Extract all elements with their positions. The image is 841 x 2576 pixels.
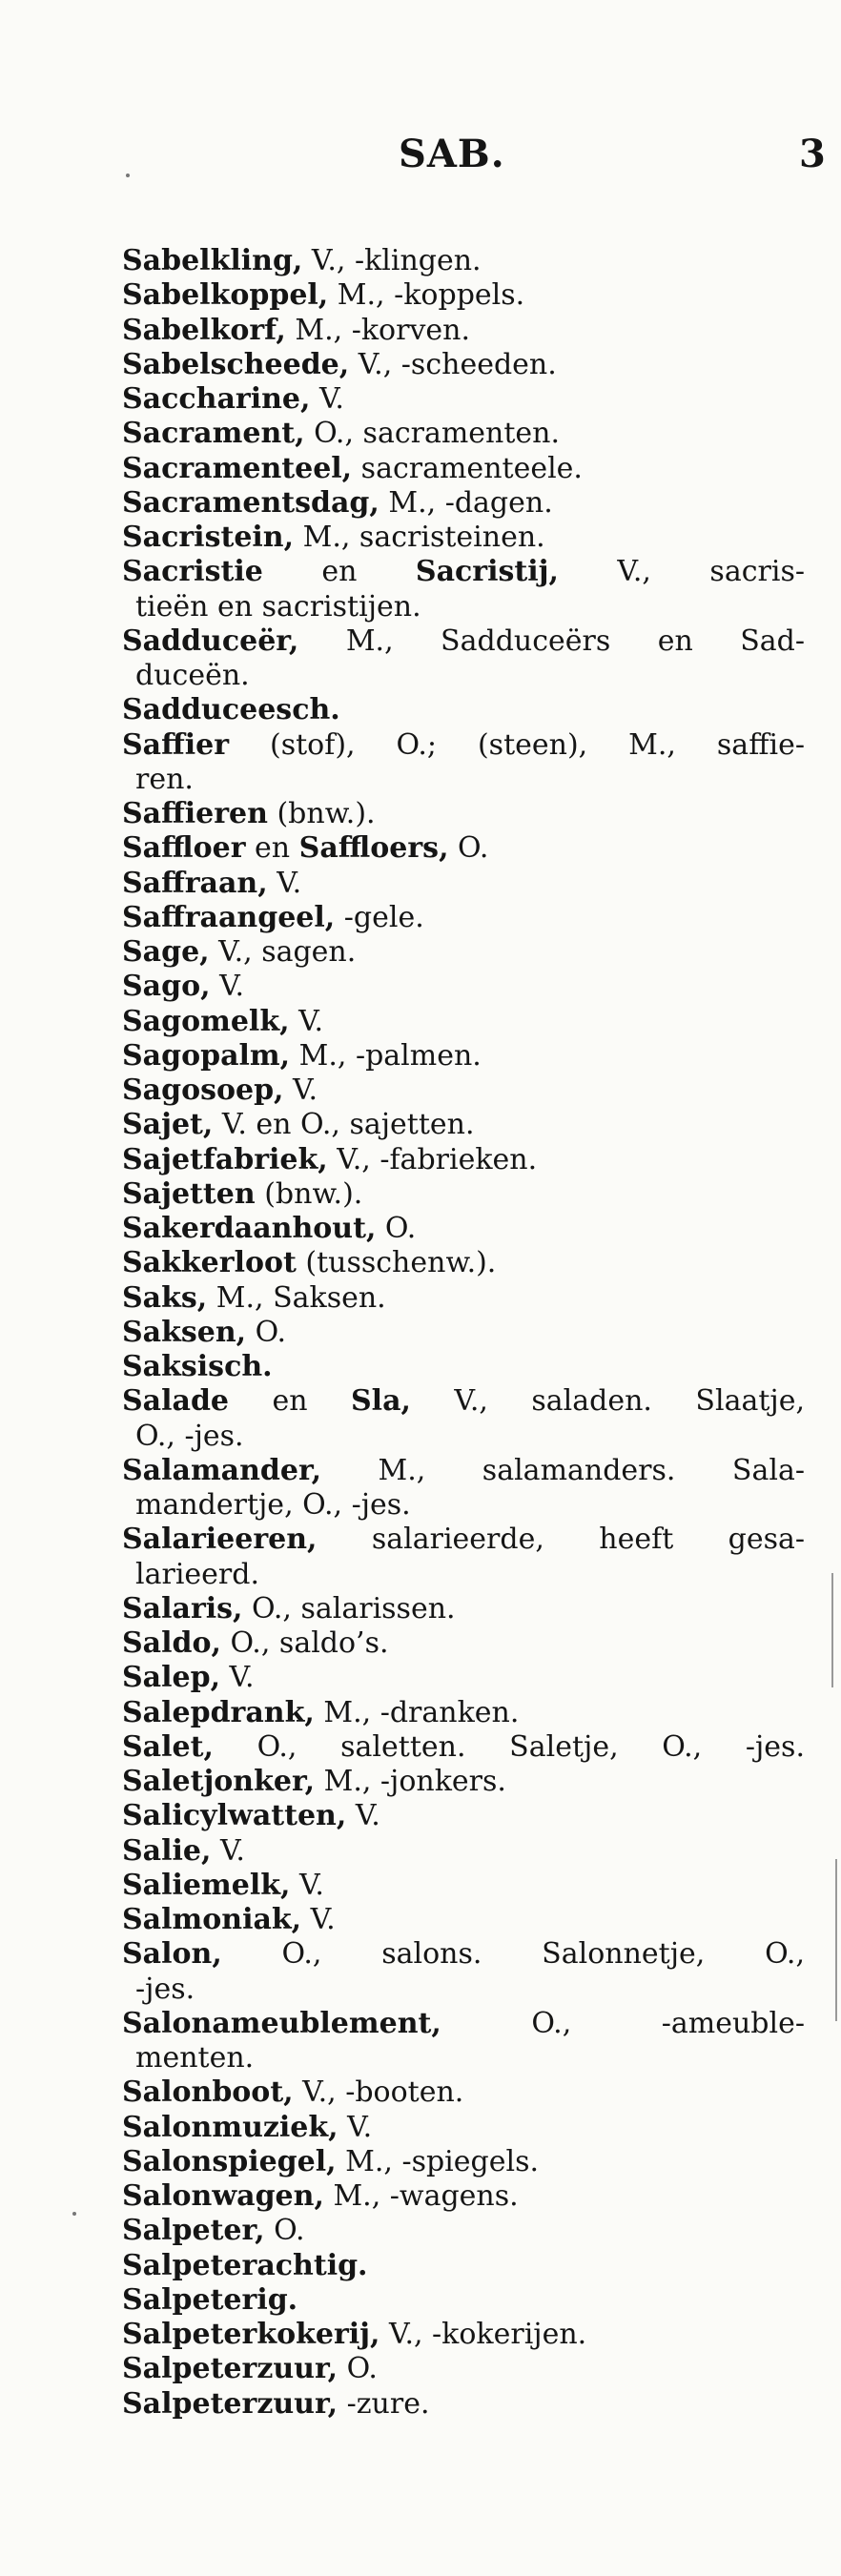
- headword: Sabelscheede,: [122, 347, 350, 381]
- headword: Sacramenteel,: [122, 451, 353, 485]
- headword: Salade: [122, 1384, 230, 1419]
- entry-text: O.: [246, 1315, 287, 1349]
- headword: Salpeterig.: [122, 2282, 298, 2317]
- dictionary-entry-line: [122, 1143, 805, 1177]
- dictionary-entry-line: [122, 970, 805, 1004]
- headword: Salonmuziek,: [122, 2110, 338, 2144]
- entry-text: M., -koppels.: [328, 278, 525, 313]
- headword: Sagosoep,: [122, 1073, 284, 1107]
- entry-text: V.: [338, 2110, 373, 2144]
- dictionary-entry-line: [122, 1073, 805, 1108]
- print-speck: [126, 174, 130, 177]
- entry-continuation-line: [122, 1973, 805, 2007]
- headword: Salon,: [122, 1937, 222, 1972]
- entry-text: V.: [220, 1661, 255, 1695]
- headword: Sacrament,: [122, 417, 305, 451]
- dictionary-entry-line: [122, 693, 805, 727]
- entry-text: M., -dranken.: [314, 1695, 520, 1729]
- dictionary-entry-line: [122, 867, 805, 901]
- entry-continuation-line: [122, 659, 805, 693]
- page-edge-mark: [835, 1859, 837, 2021]
- dictionary-entry-line: [122, 1869, 805, 1903]
- entry-text: O., saldo’s.: [220, 1626, 389, 1660]
- headword: Saffier: [122, 727, 230, 762]
- entry-text: (tusschenw.).: [296, 1246, 497, 1280]
- dictionary-entry-line: [122, 2111, 805, 2145]
- dictionary-entry-line: [122, 901, 805, 935]
- entry-text: M., salamanders. Sala-: [321, 1453, 805, 1487]
- page-header: [0, 132, 841, 189]
- headword: Sagomelk,: [122, 1004, 290, 1038]
- headword: Salarieeren,: [122, 1523, 318, 1557]
- dictionary-entry-line: [122, 1350, 805, 1384]
- dictionary-entry-line: [122, 1454, 805, 1488]
- entry-text: V.: [283, 1073, 318, 1107]
- dictionary-entry-line: [122, 1212, 805, 1246]
- headword: Sabelkling,: [122, 244, 303, 277]
- dictionary-entry-line: [122, 1108, 805, 1142]
- entry-text: -gele.: [335, 900, 424, 934]
- dictionary-entry-line: [122, 1799, 805, 1833]
- entry-text: duceën.: [135, 659, 250, 692]
- entry-text: V., -scheeden.: [349, 347, 557, 381]
- headword: Salpeter,: [122, 2214, 265, 2248]
- entry-text: mandertje, O., -jes.: [135, 1488, 411, 1522]
- entry-text: larieerd.: [135, 1557, 260, 1591]
- dictionary-entry-line: [122, 1626, 805, 1661]
- headword: Sla,: [351, 1384, 411, 1419]
- headword: Sabelkorf,: [122, 313, 286, 347]
- headword: Salie,: [122, 1833, 212, 1868]
- headword: Salicylwatten,: [122, 1799, 347, 1833]
- headword: Saliemelk,: [122, 1868, 291, 1902]
- headword: Salonspiegel,: [122, 2144, 337, 2178]
- dictionary-entry-line: [122, 1730, 805, 1765]
- headword: Sagopalm,: [122, 1038, 291, 1073]
- headword: Salonameublement,: [122, 2006, 441, 2040]
- entry-text: O., salarissen.: [242, 1591, 456, 1625]
- dictionary-entry-line: [122, 521, 805, 555]
- entry-text: en: [245, 831, 299, 866]
- entry-text: salarieerde, heeft gesa-: [317, 1523, 805, 1557]
- entry-text: (stof), O.; (steen), M., saffie-: [229, 727, 805, 762]
- headword: Salpeterzuur,: [122, 2386, 338, 2421]
- dictionary-entry-line: [122, 1246, 805, 1280]
- entry-continuation-line: [122, 1558, 805, 1592]
- entry-text: M., -wagens.: [323, 2179, 519, 2213]
- dictionary-entry-line: [122, 2387, 805, 2422]
- dictionary-entry-line: [122, 1903, 805, 1937]
- dictionary-entries: [122, 244, 805, 2422]
- headword: Sajet,: [122, 1108, 214, 1142]
- dictionary-entry-line: [122, 1661, 805, 1695]
- dictionary-entry-line: [122, 1592, 805, 1626]
- dictionary-entry-line: [122, 417, 805, 451]
- headword: Sacramentsdag,: [122, 485, 379, 520]
- entry-text: V., -kokerijen.: [379, 2318, 587, 2351]
- page-number: 3: [799, 132, 826, 176]
- headword: Sacristij,: [415, 555, 559, 589]
- entry-text: V., sacris-: [558, 555, 805, 589]
- entry-text: M., -jonkers.: [315, 1765, 506, 1798]
- headword: Sakkerloot: [122, 1246, 297, 1280]
- dictionary-entry-line: [122, 1039, 805, 1073]
- entry-text: O., -ameuble-: [441, 2006, 805, 2040]
- entry-text: V.: [210, 970, 245, 1004]
- entry-text: M., -korven.: [285, 313, 470, 347]
- dictionary-entry-line: [122, 1384, 805, 1419]
- headword: Saffieren: [122, 797, 268, 830]
- headword: Sabelkoppel,: [122, 278, 329, 313]
- entry-text: M., -spiegels.: [336, 2144, 540, 2178]
- entry-text: O., salons. Salonnetje, O.,: [221, 1937, 805, 1972]
- dictionary-entry-line: [122, 1765, 805, 1799]
- print-speck: [72, 2212, 76, 2216]
- headword: Sage,: [122, 935, 210, 969]
- headword: Salmoniak,: [122, 1903, 302, 1936]
- dictionary-entry-line: [122, 935, 805, 970]
- entry-text: V. en O., sajetten.: [213, 1108, 475, 1142]
- dictionary-entry-line: [122, 1523, 805, 1557]
- entry-text: V., sagen.: [209, 935, 357, 969]
- dictionary-entry-line: [122, 2179, 805, 2214]
- headword: Salaris,: [122, 1591, 243, 1625]
- entry-text: V., saladen. Slaatje,: [410, 1384, 805, 1419]
- headword: Sakerdaanhout,: [122, 1212, 377, 1245]
- entry-text: O.: [264, 2214, 305, 2248]
- dictionary-entry-line: [122, 2007, 805, 2041]
- headword: Saksen,: [122, 1315, 247, 1349]
- entry-text: V.: [267, 866, 302, 900]
- entry-continuation-line: [122, 1488, 805, 1523]
- entry-text: (bnw.).: [267, 797, 376, 830]
- dictionary-entry-line: [122, 348, 805, 382]
- dictionary-entry-line: [122, 2214, 805, 2248]
- headword: Salamander,: [122, 1453, 322, 1487]
- entry-text: M., Saksen.: [207, 1280, 386, 1315]
- entry-text: -jes.: [135, 1972, 195, 2006]
- entry-text: O.: [338, 2352, 378, 2386]
- dictionary-entry-line: [122, 486, 805, 521]
- entry-text: menten.: [135, 2041, 255, 2075]
- headword: Salpeterachtig.: [122, 2248, 368, 2282]
- dictionary-entry-line: [122, 1316, 805, 1350]
- headword: Saldo,: [122, 1626, 221, 1660]
- dictionary-entry-line: [122, 452, 805, 486]
- headword: Sadduceër,: [122, 624, 299, 658]
- dictionary-entry-line: [122, 2318, 805, 2352]
- entry-text: sacramenteele.: [352, 451, 583, 485]
- headword: Saffraan,: [122, 866, 268, 900]
- entry-text: V., -fabrieken.: [327, 1142, 538, 1176]
- headword: Sajetten: [122, 1176, 256, 1211]
- headword: Saffloers,: [298, 831, 449, 866]
- headword: Sajetfabriek,: [122, 1142, 328, 1176]
- entry-text: ren.: [135, 762, 194, 796]
- entry-text: O., saletten. Saletje, O., -jes.: [213, 1729, 805, 1764]
- entry-text: V.: [290, 1868, 324, 1902]
- headword: Salet,: [122, 1729, 214, 1764]
- entry-text: (bnw.).: [255, 1176, 363, 1211]
- dictionary-entry-line: [122, 1005, 805, 1039]
- entry-text: M., sacristeinen.: [294, 521, 545, 554]
- dictionary-entry-line: [122, 2283, 805, 2318]
- entry-text: V., -klingen.: [302, 244, 482, 277]
- dictionary-entry-line: [122, 1834, 805, 1869]
- entry-text: V.: [289, 1004, 324, 1038]
- headword: Sadduceesch.: [122, 693, 340, 727]
- dictionary-entry-line: [122, 2249, 805, 2283]
- headword: Sago,: [122, 970, 211, 1004]
- headword: Saffloer: [122, 831, 246, 866]
- dictionary-entry-line: [122, 1281, 805, 1316]
- dictionary-entry-line: [122, 555, 805, 589]
- dictionary-entry-line: [122, 1696, 805, 1730]
- headword: Saksisch.: [122, 1350, 273, 1383]
- dictionary-entry-line: [122, 2352, 805, 2386]
- dictionary-entry-line: [122, 1937, 805, 1972]
- dictionary-entry-line: [122, 2145, 805, 2179]
- entry-continuation-line: [122, 1420, 805, 1454]
- headword: Saletjonker,: [122, 1765, 316, 1798]
- entry-text: M., -palmen.: [290, 1038, 482, 1073]
- page-title: SAB.: [399, 132, 505, 176]
- headword: Salonwagen,: [122, 2179, 324, 2213]
- entry-continuation-line: [122, 2041, 805, 2075]
- headword: Saks,: [122, 1280, 208, 1315]
- entry-text: M., -dagen.: [379, 485, 553, 520]
- page-edge-mark: [831, 1573, 833, 1687]
- headword: Saccharine,: [122, 382, 311, 416]
- dictionary-entry-line: [122, 624, 805, 659]
- dictionary-entry-line: [122, 831, 805, 866]
- entry-text: O., sacramenten.: [304, 417, 561, 451]
- entry-text: M., Sadduceërs en Sad-: [298, 624, 805, 658]
- dictionary-entry-line: [122, 2075, 805, 2110]
- entry-text: en: [262, 555, 416, 589]
- headword: Salonboot,: [122, 2075, 294, 2110]
- entry-text: V., -booten.: [293, 2075, 464, 2110]
- dictionary-entry-line: [122, 314, 805, 348]
- headword: Salpeterkokerij,: [122, 2318, 380, 2351]
- entry-text: O., -jes.: [135, 1419, 244, 1453]
- dictionary-entry-line: [122, 382, 805, 417]
- entry-text: V.: [211, 1833, 245, 1868]
- headword: Saffraangeel,: [122, 900, 336, 934]
- headword: Salepdrank,: [122, 1695, 315, 1729]
- headword: Salpeterzuur,: [122, 2352, 338, 2386]
- dictionary-entry-line: [122, 797, 805, 831]
- entry-text: V.: [301, 1903, 336, 1936]
- entry-continuation-line: [122, 590, 805, 624]
- entry-text: O.: [376, 1212, 417, 1245]
- entry-text: O.: [448, 831, 489, 866]
- entry-text: V.: [346, 1799, 380, 1833]
- entry-text: tieën en sacristijen.: [135, 589, 421, 624]
- dictionary-entry-line: [122, 728, 805, 763]
- headword: Sacristie: [122, 555, 263, 589]
- headword: Salep,: [122, 1661, 221, 1695]
- entry-continuation-line: [122, 763, 805, 797]
- dictionary-entry-line: [122, 278, 805, 313]
- dictionary-entry-line: [122, 244, 805, 278]
- headword: Sacristein,: [122, 521, 295, 554]
- entry-text: V.: [310, 382, 344, 416]
- dictionary-entry-line: [122, 1177, 805, 1212]
- entry-text: -zure.: [338, 2386, 430, 2421]
- entry-text: en: [229, 1384, 352, 1419]
